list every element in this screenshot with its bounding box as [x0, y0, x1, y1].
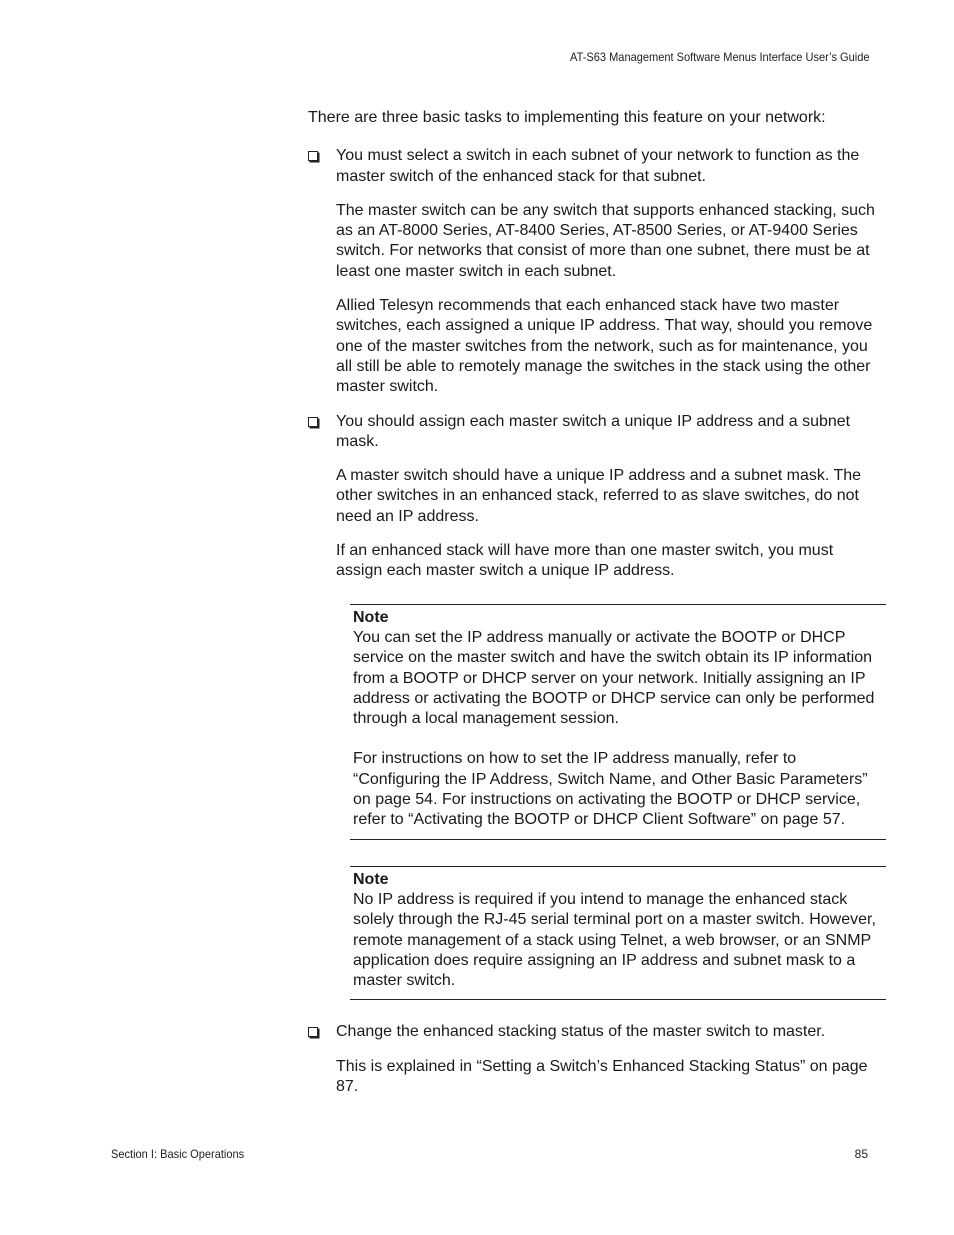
task-item-1	[308, 146, 878, 397]
checkbox-bullet-icon	[308, 151, 318, 161]
intro-paragraph: There are three basic tasks to implementing this feature on your network:	[308, 109, 826, 126]
task-2-text: You should assign each master switch a unique IP address and a subnet mask.	[336, 412, 851, 450]
task-item-2	[308, 412, 878, 582]
note-2-paragraph-1: No IP address is required if you intend to manage the enhanced stack solely through the RJ-45 serial terminal port on a master switch. However, remote management of a stack using Telnet, a web browser, or an SNMP application does require assigning an IP address and subnet mask to a master switch.	[353, 890, 876, 990]
note-1-paragraph-2: For instructions on how to set the IP address manually, refer to “Configuring the IP Address, Switch Name, and Other Basic Parameters” on page 54. For instructions on activating the BOOTP or DHCP service, refer to “Activating the BOOTP or DHCP Client Software” on page 57.	[353, 750, 868, 829]
task-2-paragraph-1: A master switch should have a unique IP address and a subnet mask. The other switches in an enhanced stack, referred to as slave switches, do not need an IP address.	[336, 467, 862, 525]
task-1-paragraph-1: The master switch can be any switch that supports enhanced stacking, such as an AT-8000 Series, AT-8400 Series, AT-8500 Series, or AT-9400 Series switch. For networks that consist of more than one subnet, there must be at least one master switch in each subnet.	[336, 201, 875, 280]
note-title: Note	[353, 608, 389, 626]
note-box-1	[350, 604, 886, 840]
footer-section-label: Section I: Basic Operations	[111, 1147, 245, 1161]
page-number: 85	[854, 1147, 868, 1161]
note-1-paragraph-1: You can set the IP address manually or activate the BOOTP or DHCP service on the master switch and have the switch obtain its IP information from a BOOTP or DHCP server on your network. Initially assigning an IP address or activating the BOOTP or DHCP service can only be performed through a local management session.	[353, 628, 875, 728]
task-item-3	[308, 1022, 878, 1097]
checkbox-bullet-icon	[308, 417, 318, 427]
checkbox-bullet-icon	[308, 1027, 318, 1037]
note-title: Note	[353, 870, 389, 888]
task-1-text: You must select a switch in each subnet of your network to function as the master switch of the enhanced stack for that subnet.	[336, 147, 860, 185]
running-header: AT-S63 Management Software Menus Interface User’s Guide	[569, 50, 869, 64]
page-content	[308, 108, 878, 1111]
task-3-text: Change the enhanced stacking status of the master switch to master.	[336, 1023, 826, 1041]
note-box-2	[350, 866, 886, 1001]
task-2-paragraph-2: If an enhanced stack will have more than one master switch, you must assign each master switch a unique IP address.	[336, 542, 834, 580]
task-1-paragraph-2: Allied Telesyn recommends that each enhanced stack have two master switches, each assigned a unique IP address. That way, should you remove one of the master switches from the network, such as for maintenance, you all still be able to remotely manage the switches in the stack using the other master switch.	[336, 297, 873, 396]
task-3-paragraph-1: This is explained in “Setting a Switch’s Enhanced Stacking Status” on page 87.	[336, 1057, 868, 1095]
